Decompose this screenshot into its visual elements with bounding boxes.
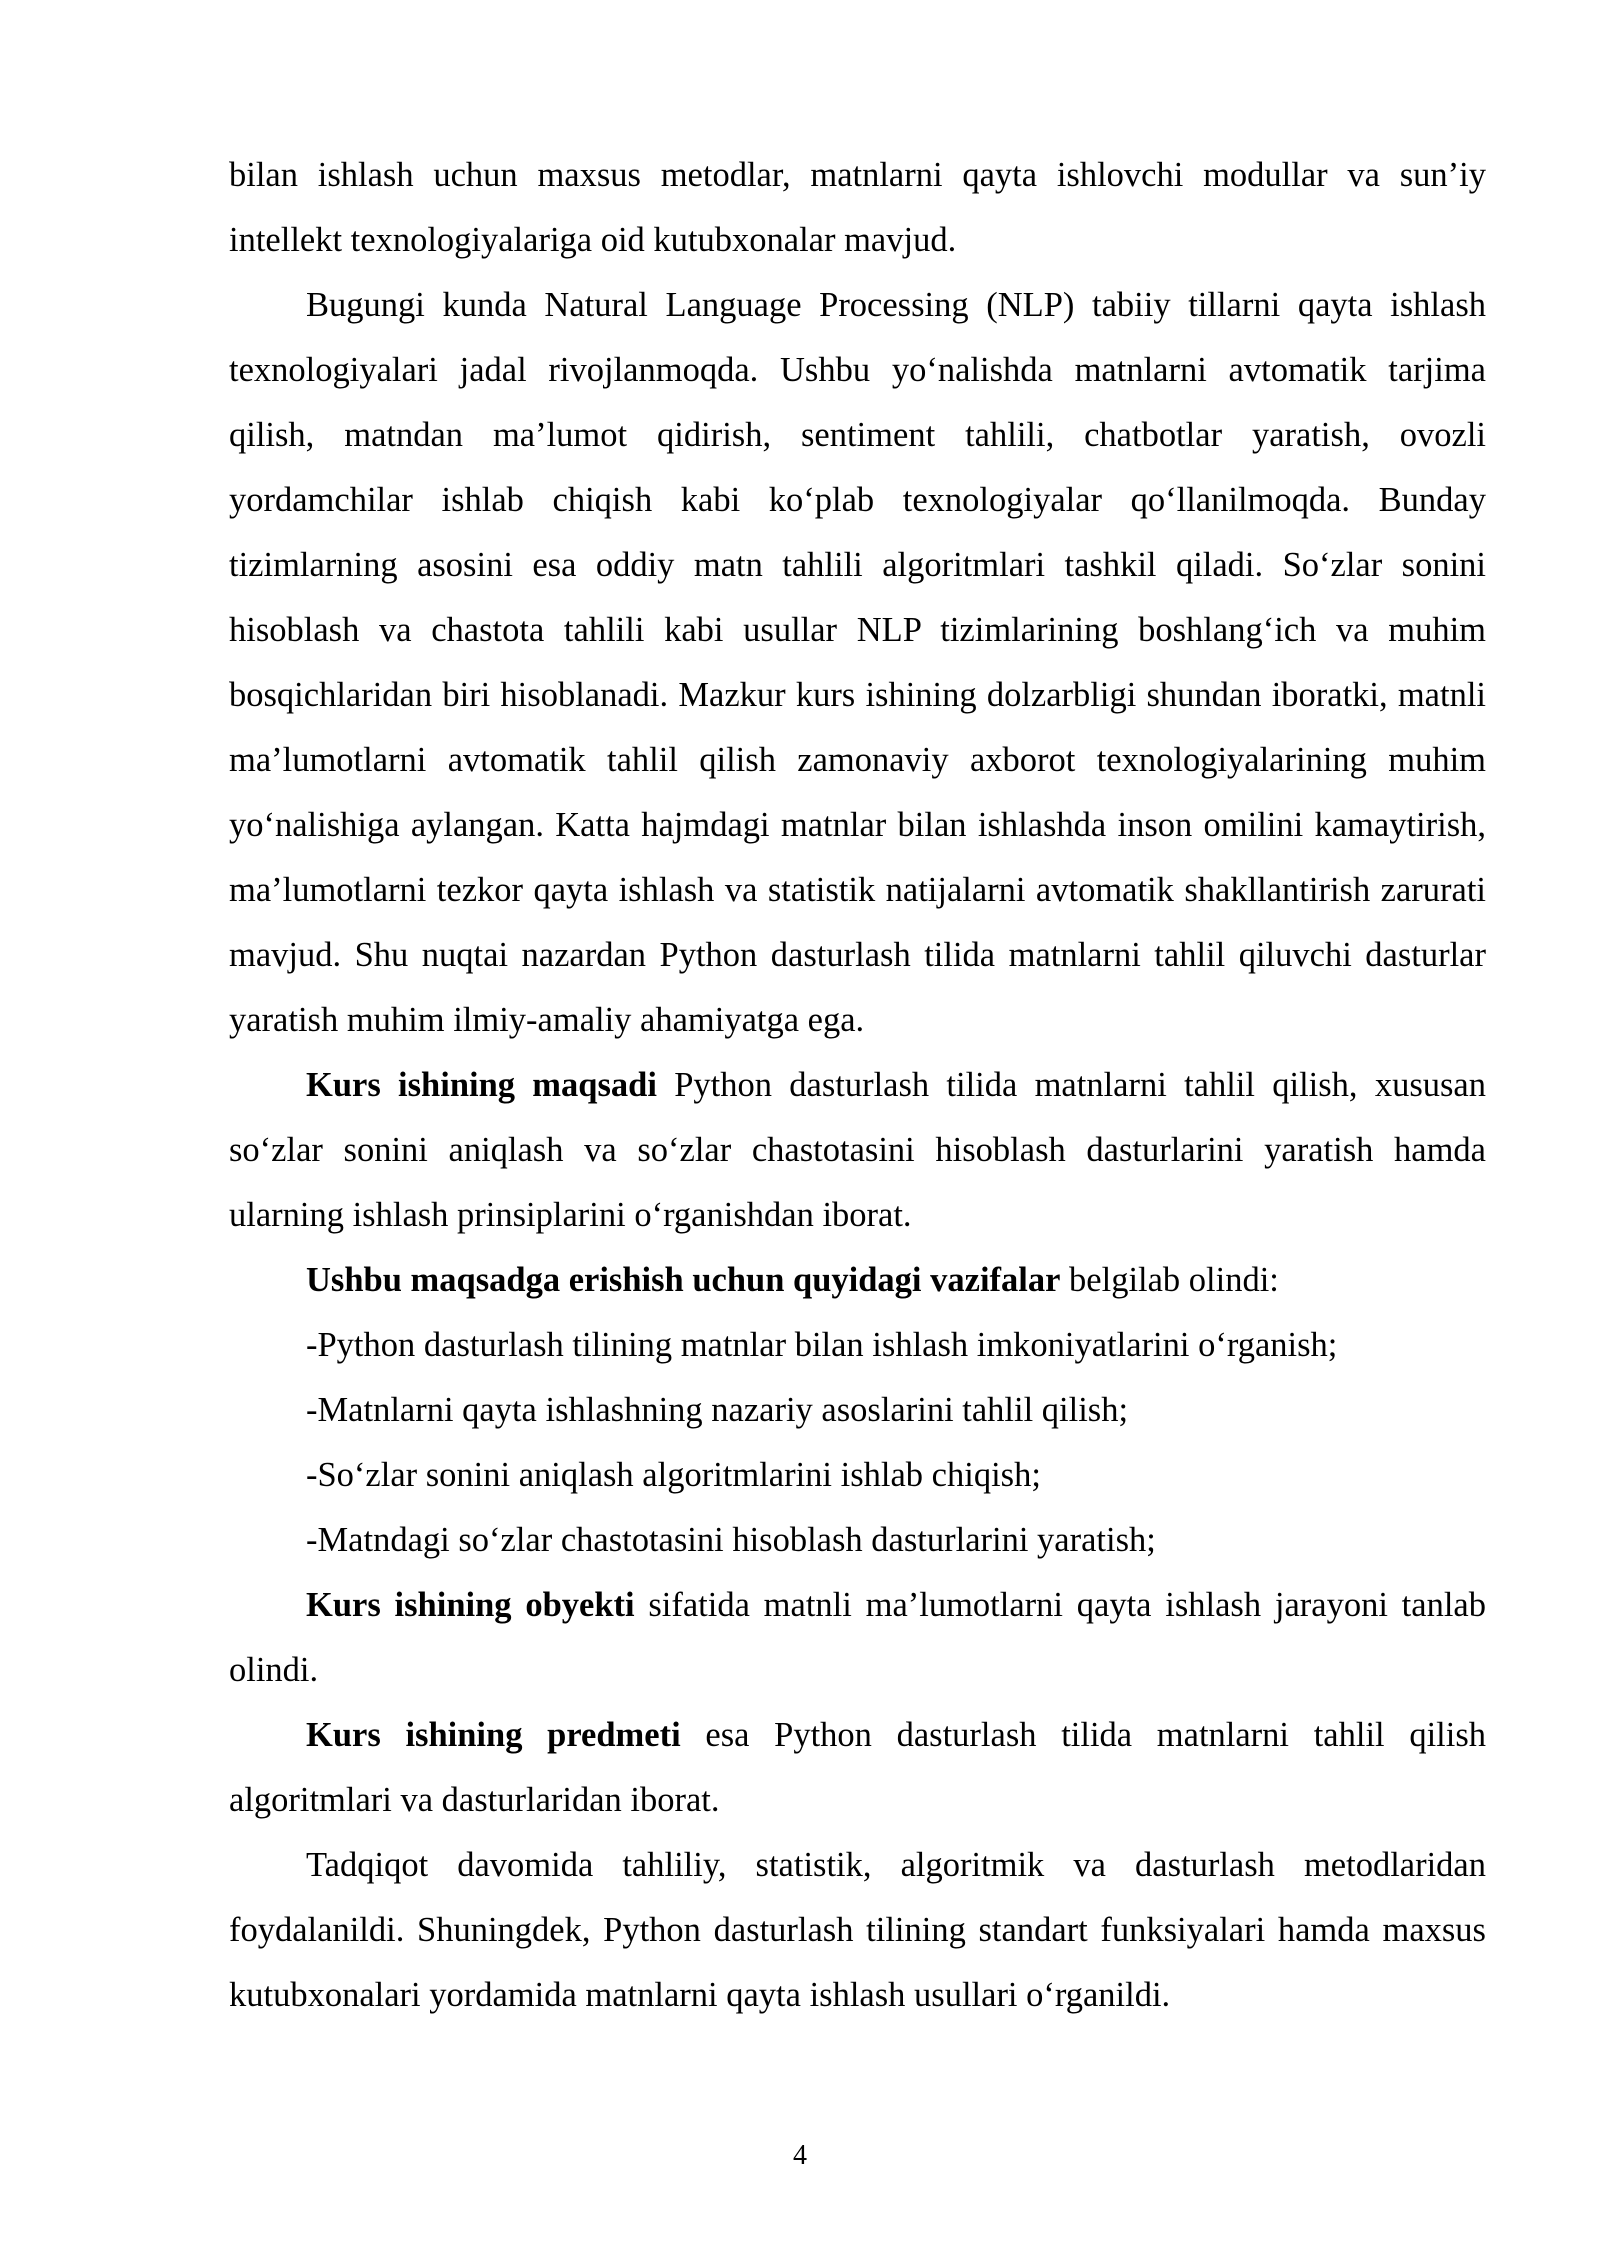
subject-text: esa Python dasturlash tilida matnlarni tahlil qilish algoritmlari va dasturlaridan iborat. [229, 1716, 1486, 1819]
paragraph-continuation: bilan ishlash uchun maxsus metodlar, matnlarni qayta ishlovchi modullar va sun’iy intellekt texnologiyalariga oid kutubxonalar mavjud. [229, 156, 1486, 259]
subject-heading: Kurs ishining predmeti [306, 1716, 681, 1754]
goal-heading: Kurs ishining maqsadi [306, 1066, 657, 1104]
tasks-heading: Ushbu maqsadga erishish uchun quyidagi vazifalar [306, 1261, 1061, 1299]
paragraph-tasks-intro [229, 1248, 1486, 1313]
task-item: -Matnlarni qayta ishlashning nazariy asoslarini tahlil qilish; [306, 1391, 1129, 1429]
paragraph-object [229, 1573, 1486, 1703]
goal-text: Python dasturlash tilida matnlarni tahlil qilish, xususan so‘zlar sonini aniqlash va so‘zlar chastotasini hisoblash dasturlarini yaratish hamda ularning ishlash prinsiplarini o‘rganishdan iborat. [229, 1066, 1486, 1234]
paragraph-goal [229, 1053, 1486, 1248]
tasks-intro-text: belgilab olindi: [1060, 1261, 1279, 1299]
page-number: 4 [793, 2140, 807, 2171]
body-text [229, 143, 1486, 2028]
paragraph-subject [229, 1703, 1486, 1833]
task-item: -Matndagi so‘zlar chastotasini hisoblash dasturlarini yaratish; [306, 1521, 1156, 1559]
task-item: -Python dasturlash tilining matnlar bilan ishlash imkoniyatlarini o‘rganish; [306, 1326, 1338, 1364]
task-item: -So‘zlar sonini aniqlash algoritmlarini ishlab chiqish; [306, 1456, 1041, 1494]
paragraph-relevance: Bugungi kunda Natural Language Processing (NLP) tabiiy tillarni qayta ishlash texnologiyalari jadal rivojlanmoqda. Ushbu yo‘nalishda matnlarni avtomatik tarjima qilish, matndan ma’lumot qidirish, sentiment tahlili, chatbotlar yaratish, ovozli yordamchilar ishlab chiqish kabi ko‘plab texnologiyalar qo‘llanilmoqda. Bunday tizimlarning asosini esa oddiy matn tahlili algoritmlari tashkil qiladi. So‘zlar sonini hisoblash va chastota tahlili kabi usullar NLP tizimlarining boshlang‘ich va muhim bosqichlaridan biri hisoblanadi. Mazkur kurs ishining dolzarbligi shundan iboratki, matnli ma’lumotlarni avtomatik tahlil qilish zamonaviy axborot texnologiyalarining muhim yo‘nalishiga aylangan. Katta hajmdagi matnlar bilan ishlashda inson omilini kamaytirish, ma’lumotlarni tezkor qayta ishlash va statistik natijalarni avtomatik shakllantirish zarurati mavjud. Shu nuqtai nazardan Python dasturlash tilida matnlarni tahlil qiluvchi dasturlar yaratish muhim ilmiy-amaliy ahamiyatga ega. [229, 286, 1486, 1039]
object-heading: Kurs ishining obyekti [306, 1586, 635, 1624]
object-text: sifatida matnli ma’lumotlarni qayta ishlash jarayoni tanlab olindi. [229, 1586, 1486, 1689]
paragraph-methods: Tadqiqot davomida tahliliy, statistik, algoritmik va dasturlash metodlaridan foydalanildi. Shuningdek, Python dasturlash tilining standart funksiyalari hamda maxsus kutubxonalari yordamida matnlarni qayta ishlash usullari o‘rganildi. [229, 1846, 1486, 2014]
